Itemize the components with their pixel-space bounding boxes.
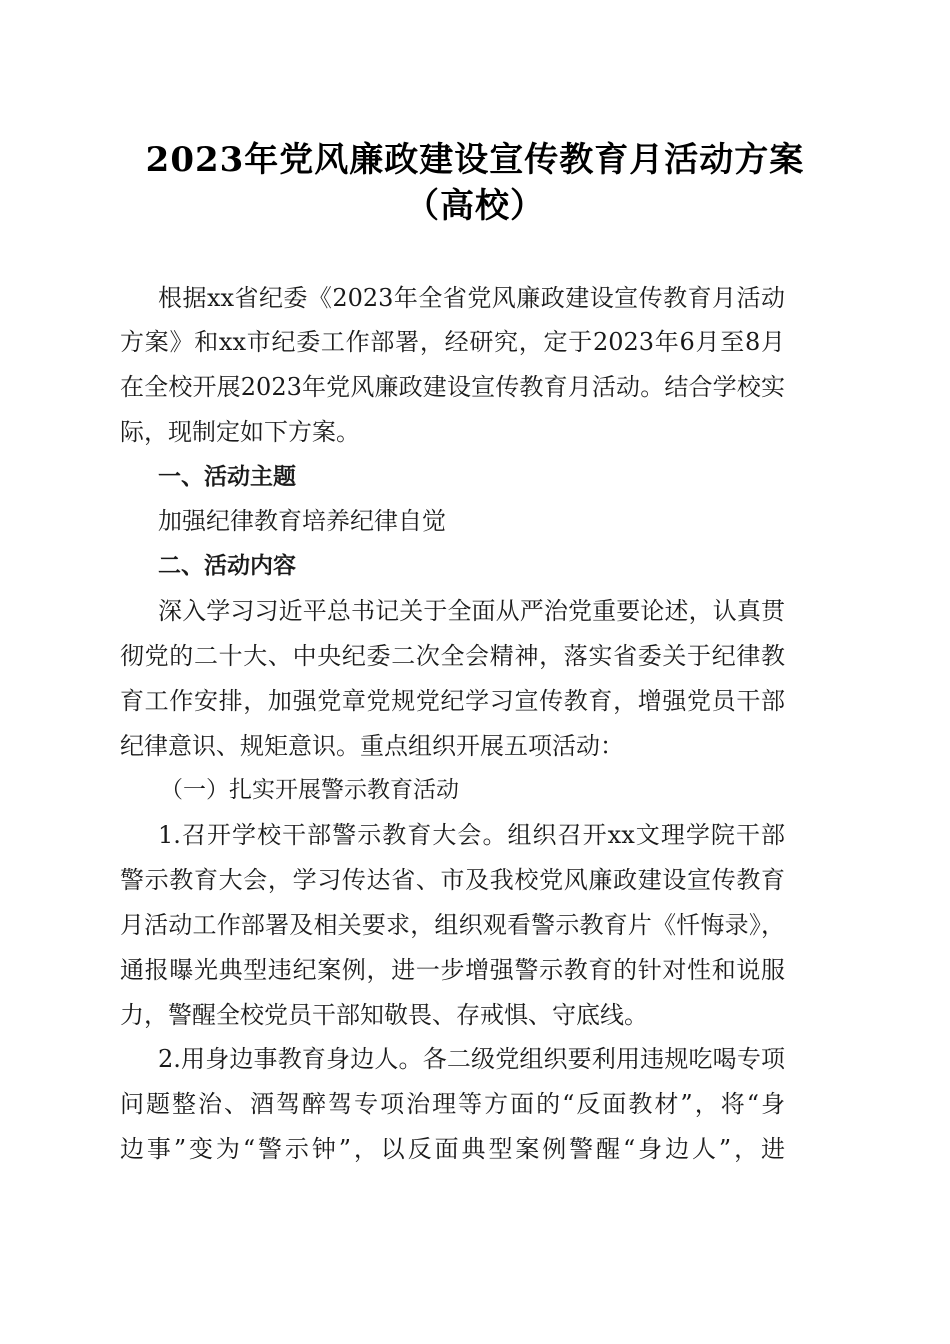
- paragraph-line: 方案》和xx市纪委工作部署，经研究，定于2023年6月至8月: [120, 328, 785, 356]
- section-heading: 一、活动主题: [158, 464, 296, 490]
- paragraph-line: 1.召开学校干部警示教育大会。组织召开xx文理学院干部: [158, 821, 785, 849]
- paragraph-line: 月活动工作部署及相关要求，组织观看警示教育片《忏悔录》，: [120, 911, 785, 939]
- section-heading: 二、活动内容: [158, 553, 296, 579]
- paragraph-line: 纪律意识、规矩意识。重点组织开展五项活动：: [120, 732, 624, 760]
- paragraph-line: 在全校开展2023年党风廉政建设宣传教育月活动。结合学校实: [120, 373, 785, 401]
- paragraph-line: 根据xx省纪委《2023年全省党风廉政建设宣传教育月活动: [158, 284, 785, 312]
- paragraph-line: 通报曝光典型违纪案例，进一步增强警示教育的针对性和说服: [120, 956, 785, 984]
- paragraph-line: 彻党的二十大、中央纪委二次全会精神，落实省委关于纪律教: [120, 642, 785, 670]
- subsection-heading: （一）扎实开展警示教育活动: [160, 777, 459, 803]
- paragraph-line: 警示教育大会，学习传达省、市及我校党风廉政建设宣传教育: [120, 866, 785, 894]
- paragraph-line: 2.用身边事教育身边人。各二级党组织要利用违规吃喝专项: [158, 1045, 785, 1073]
- paragraph-line: 问题整治、酒驾醉驾专项治理等方面的“反面教材”，将“身: [120, 1090, 785, 1118]
- paragraph-line: 深入学习习近平总书记关于全面从严治党重要论述，认真贯: [158, 597, 785, 625]
- paragraph-line: 育工作安排，加强党章党规党纪学习宣传教育，增强党员干部: [120, 687, 785, 715]
- document-subtitle: （高校）: [405, 186, 545, 226]
- paragraph-line: 边事”变为“警示钟”，以反面典型案例警醒“身边人”，进: [120, 1135, 785, 1163]
- document-title: 2023年党风廉政建设宣传教育月活动方案: [145, 140, 805, 180]
- paragraph-line: 加强纪律教育培养纪律自觉: [158, 507, 446, 535]
- paragraph-line: 力，警醒全校党员干部知敬畏、存戒惧、守底线。: [120, 1001, 648, 1029]
- paragraph-line: 际，现制定如下方案。: [120, 418, 360, 446]
